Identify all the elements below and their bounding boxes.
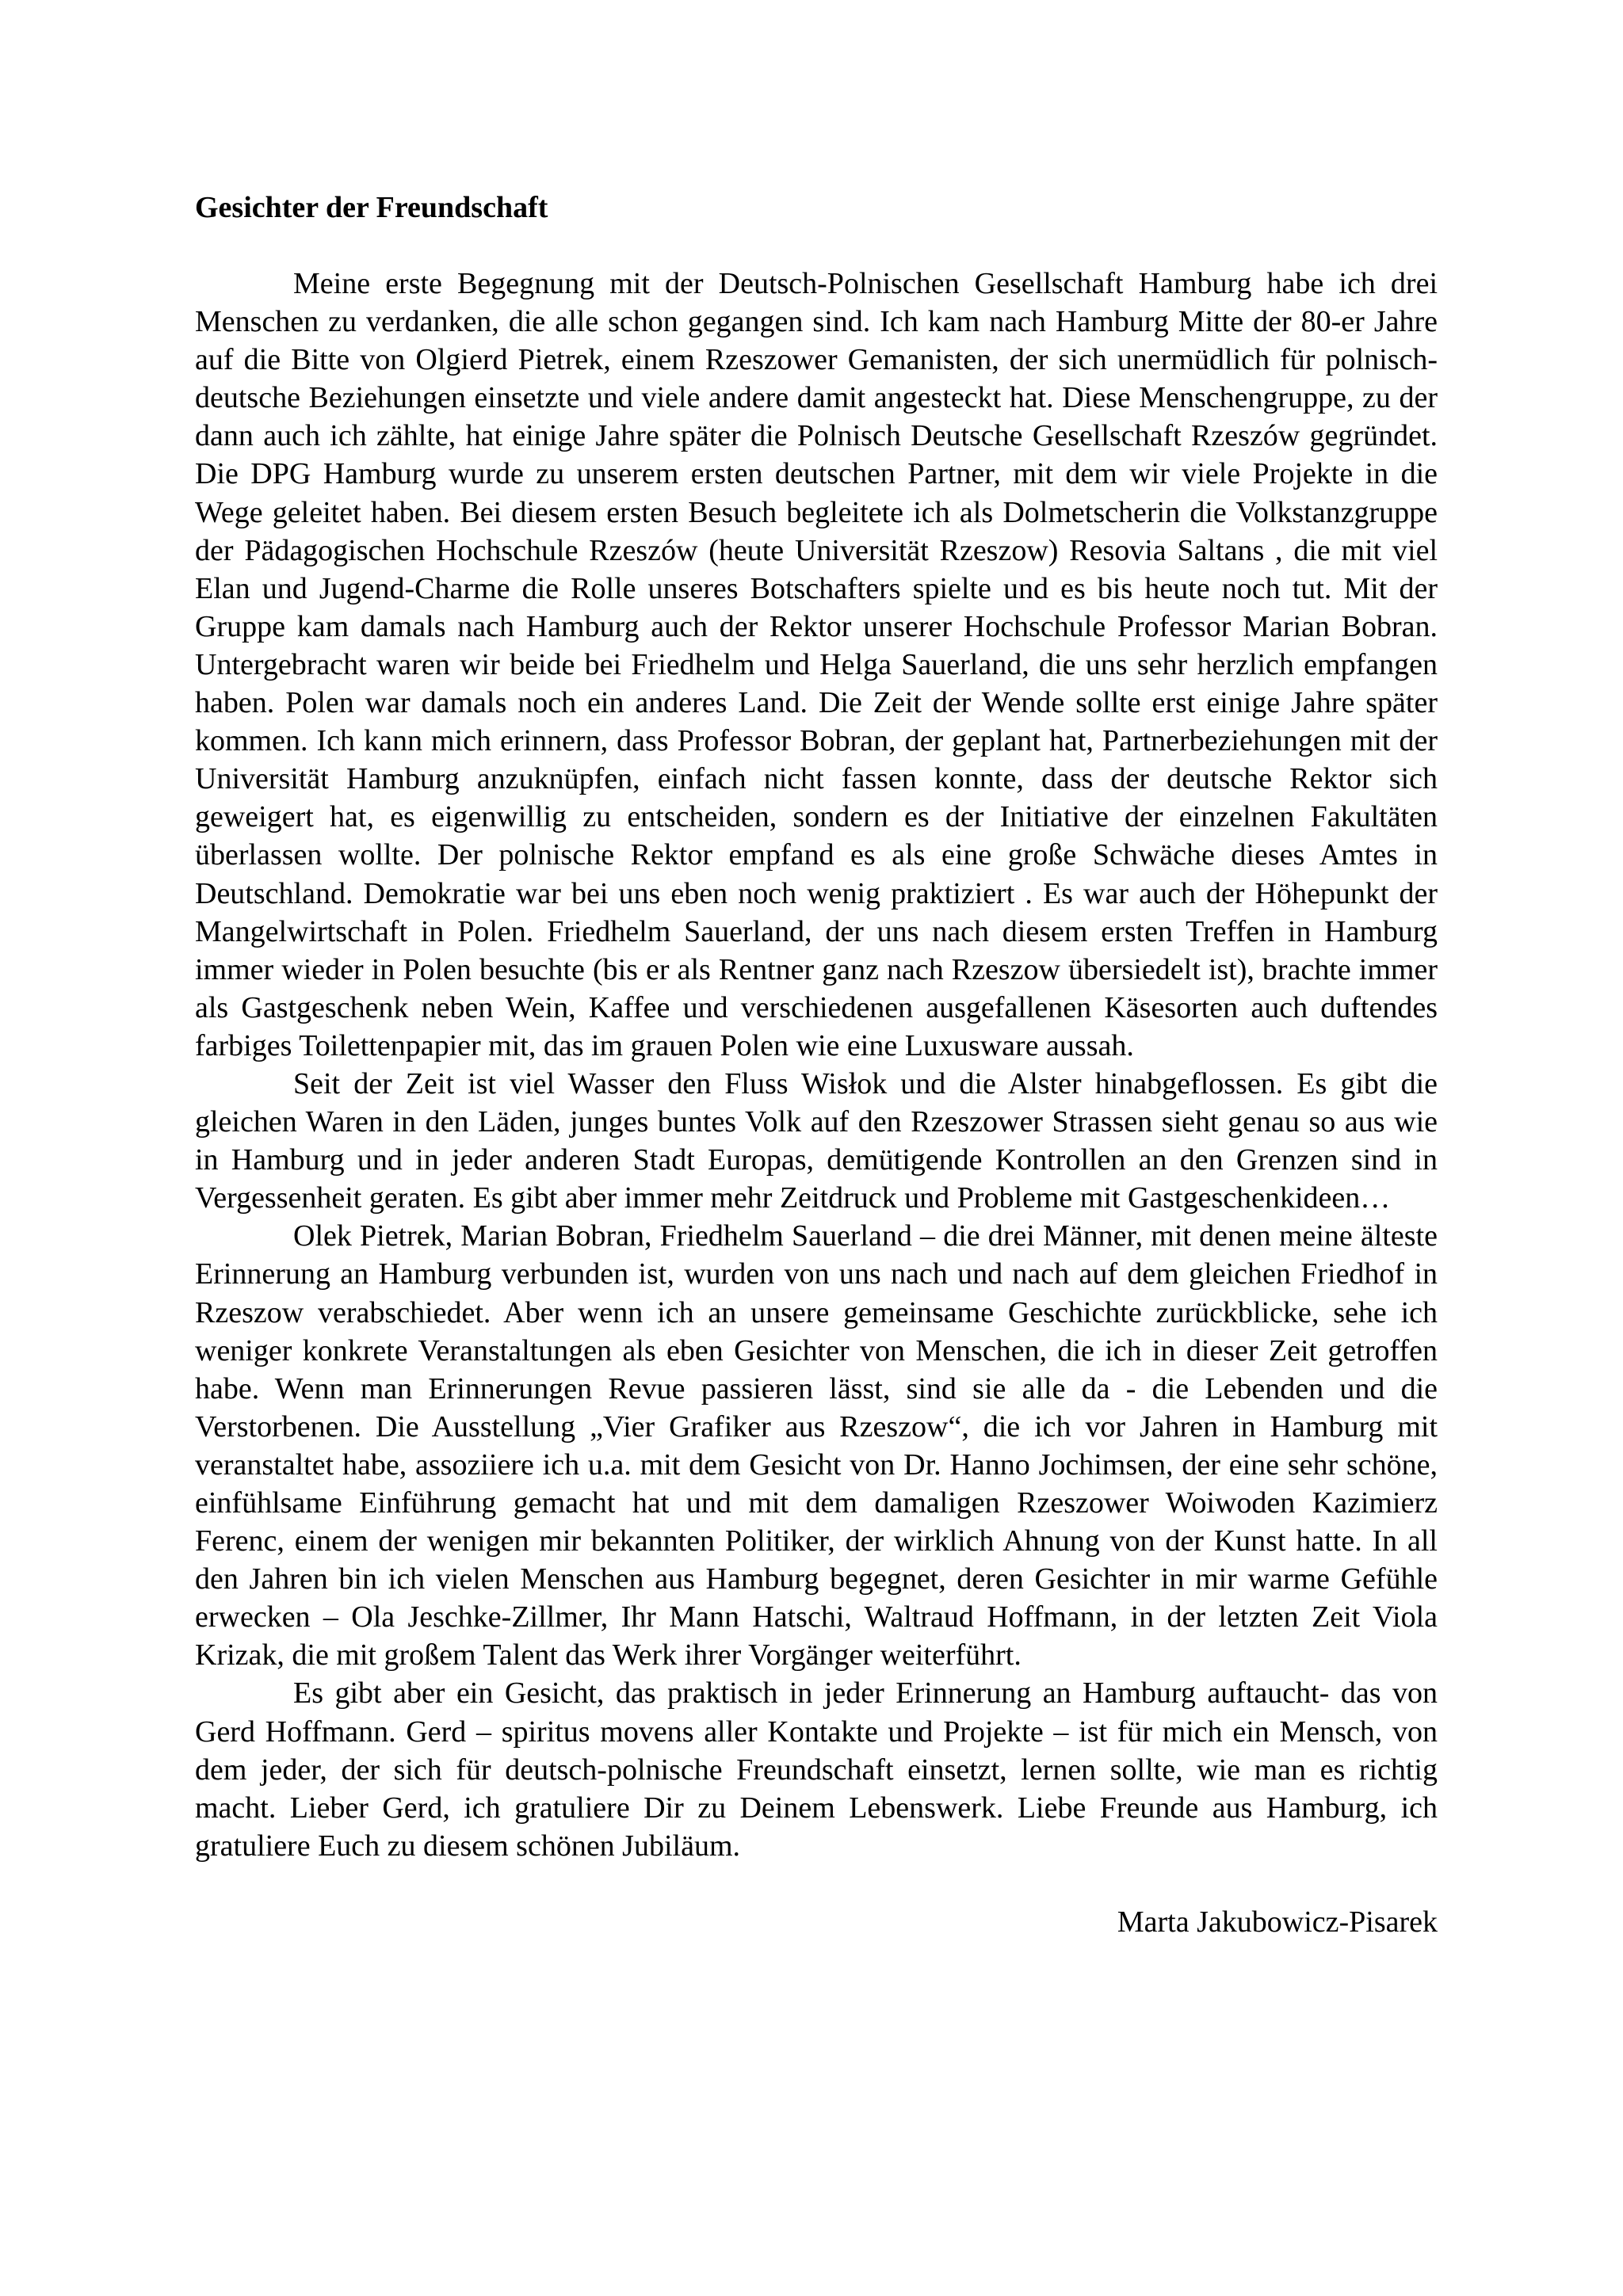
paragraph-3: Olek Pietrek, Marian Bobran, Friedhelm Sauerland – die drei Männer, mit denen meine älteste Erinnerung an Hamburg verbunden ist, wurden von uns nach und nach auf dem gleichen Friedhof in Rzeszow verabschiedet. Aber wenn ich an unsere gemeinsame Geschichte zurückblicke, sehe ich weniger konkrete Veranstaltungen als eben Gesichter von Menschen, die ich in dieser Zeit getroffen habe. Wenn man Erinnerungen Revue passieren lässt, sind sie alle da - die Lebenden und die Verstorbenen. Die Ausstellung „Vier Grafiker aus Rzeszow“, die ich vor Jahren in Hamburg mit veranstaltet habe, assoziiere ich u.a. mit dem Gesicht von Dr. Hanno Jochimsen, der eine sehr schöne, einfühlsame Einführung gemacht hat und mit dem damaligen Rzeszower Woiwoden Kazimierz Ferenc, einem der wenigen mir bekannten Politiker, der wirklich Ahnung von der Kunst hatte. In all den Jahren bin ich vielen Menschen aus Hamburg begegnet, deren Gesichter in mir warme Gefühle erwecken – Ola Jeschke-Zillmer, Ihr Mann Hatschi, Waltraud Hoffmann, in der letzten Zeit Viola Krizak, die mit großem Talent das Werk ihrer Vorgänger weiterführt. <box>195 1219 1438 1672</box>
paragraph-4: Es gibt aber ein Gesicht, das praktisch in jeder Erinnerung an Hamburg auftaucht- das von Gerd Hoffmann. Gerd – spiritus movens aller Kontakte und Projekte – ist für mich ein Mensch, von dem jeder, der sich für deutsch-polnische Freundschaft einsetzt, lernen sollte, wie man es richtig macht. Lieber Gerd, ich gratuliere Dir zu Deinem Lebenswerk. Liebe Freunde aus Hamburg, ich gratuliere Euch zu diesem schönen Jubiläum. <box>195 1676 1438 1863</box>
paragraph-2: Seit der Zeit ist viel Wasser den Fluss Wisłok und die Alster hinabgeflossen. Es gibt die gleichen Waren in den Läden, junges buntes Volk auf den Rzeszower Strassen sieht genau so aus wie in Hamburg und in jeder anderen Stadt Europas, demütigende Kontrollen an den Grenzen sind in Vergessenheit geraten. Es gibt aber immer mehr Zeitdruck und Probleme mit Gastgeschenkideen… <box>195 1066 1438 1215</box>
paragraph-1: Meine erste Begegnung mit der Deutsch-Polnischen Gesellschaft Hamburg habe ich drei Menschen zu verdanken, die alle schon gegangen sind. Ich kam nach Hamburg Mitte der 80-er Jahre auf die Bitte von Olgierd Pietrek, einem Rzeszower Gemanisten, der sich unermüdlich für polnisch-deutsche Beziehungen einsetzte und viele andere damit angesteckt hat. Diese Menschengruppe, zu der dann auch ich zählte, hat einige Jahre später die Polnisch Deutsche Gesellschaft Rzeszów gegründet. Die DPG Hamburg wurde zu unserem ersten deutschen Partner, mit dem wir viele Projekte in die Wege geleitet haben. Bei diesem ersten Besuch begleitete ich als Dolmetscherin die Volkstanzgruppe der Pädagogischen Hochschule Rzeszów (heute Universität Rzeszow) Resovia Saltans , die mit viel Elan und Jugend-Charme die Rolle unseres Botschafters spielte und es bis heute noch tut. Mit der Gruppe kam damals nach Hamburg auch der Rektor unserer Hochschule Professor Marian Bobran. Untergebracht waren wir beide bei Friedhelm und Helga Sauerland, die uns sehr herzlich empfangen haben. Polen war damals noch ein anderes Land. Die Zeit der Wende sollte erst einige Jahre später kommen. Ich kann mich erinnern, dass Professor Bobran, der geplant hat, Partnerbeziehungen mit der Universität Hamburg anzuknüpfen, einfach nicht fassen konnte, dass der deutsche Rektor sich geweigert hat, es eigenwillig zu entscheiden, sondern es der Initiative der einzelnen Fakultäten überlassen wollte. Der polnische Rektor empfand es als eine große Schwäche dieses Amtes in Deutschland. Demokratie war bei uns eben noch wenig praktiziert . Es war auch der Höhepunkt der Mangelwirtschaft in Polen. Friedhelm Sauerland, der uns nach diesem ersten Treffen in Hamburg immer wieder in Polen besuchte (bis er als Rentner ganz nach Rzeszow übersiedelt ist), brachte immer als Gastgeschenk neben Wein, Kaffee und verschiedenen ausgefallenen Käsesorten auch duftendes farbiges Toilettenpapier mit, das im grauen Polen wie eine Luxusware aussah. <box>195 267 1438 1062</box>
author-signature: Marta Jakubowicz-Pisarek <box>1117 1905 1438 1939</box>
document-body <box>195 189 1438 1941</box>
document-title: Gesichter der Freundschaft <box>195 191 548 224</box>
